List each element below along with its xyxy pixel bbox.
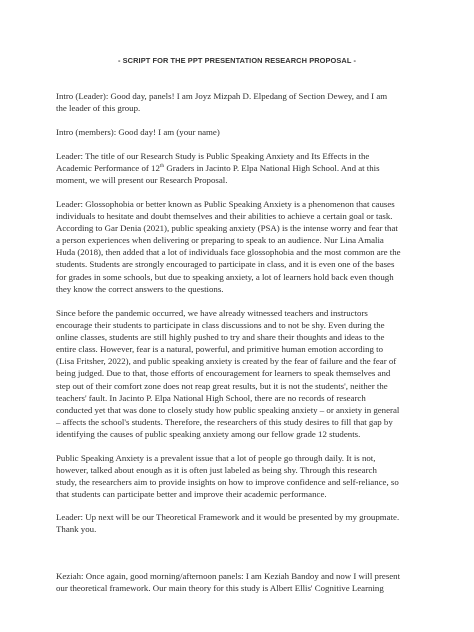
text-line: online classes, students are still highly pushed to try and share their thoughts and ideas to the [56, 332, 385, 343]
text-line: According to Gar Denia (2021), public speaking anxiety (PSA) is the intense worry and fear that [56, 223, 398, 234]
text-fragment: Graders in Jacinto P. Elpa National High School. And at this [166, 163, 380, 174]
text-line: encourage their students to participate in class discussions and to not be shy. Even during the [56, 320, 385, 331]
text-line: – affects the school's students. Therefore, the researchers of this study desires to fill that gap by [56, 416, 393, 427]
paragraph-research-title [56, 150, 418, 186]
text-line: entire class. However, fear is a natural, powerful, and primitive human emotion according to [56, 344, 383, 355]
text-line: Intro (Leader): Good day, panels! I am Joyz Mizpah D. Elpedang of Section Dewey, and I am [56, 91, 388, 101]
text-line: Intro (members): Good day! I am (your name) [56, 127, 220, 137]
text-line: however, talked about enough as it is often just labeled as being shy. Through this research [56, 465, 377, 476]
text-line: Huda (2018), then added that a lot of individuals face glossophobia and the most common are the [56, 247, 401, 258]
paragraph-pandemic [56, 307, 418, 440]
text-fragment: Academic Performance of 12 [56, 163, 160, 174]
paragraph-prevalent-issue [56, 452, 418, 500]
paragraph-intro-leader [56, 90, 418, 114]
text-line: Leader: Glossophobia or better known as Public Speaking Anxiety is a phenomenon that causes [56, 199, 395, 209]
text-line: step out of their comfort zone does not reap great results, but it is not the students', neither the [56, 380, 388, 391]
text-line: (Lisa Fritsher, 2022), and public speaking anxiety is created by the fear of failure and the fear of [56, 356, 397, 367]
text-line: students. Students are strongly encouraged to participate in class, and it is even one of the bases [56, 259, 395, 270]
text-line: Public Speaking Anxiety is a prevalent issue that a lot of people go through daily. It is not, [56, 453, 376, 463]
document-title: - SCRIPT FOR THE PPT PRESENTATION RESEARCH PROPOSAL - [117, 56, 357, 65]
text-line: Keziah: Once again, good morning/afternoon panels: I am Keziah Bandoy and now I will present [56, 571, 401, 581]
ordinal-superscript: th [159, 163, 165, 170]
text-line: study, the researchers aim to provide insights on how to improve confidence and self-reliance, so [56, 477, 399, 488]
text-line [56, 162, 418, 174]
text-line: Since before the pandemic occurred, we have already witnessed teachers and instructors [56, 308, 368, 318]
text-line: conducted yet that was done to closely study how public speaking anxiety – or anxiety in general [56, 404, 400, 415]
text-line: teachers' fault. In Jacinto P. Elpa National High School, there are no records of research [56, 392, 366, 403]
text-line: moment, we will present our Research Proposal. [56, 175, 228, 186]
paragraph-glossophobia [56, 198, 418, 295]
text-line: being judged. Due to that, those efforts of encouragement for learners to speak themselves and [56, 368, 391, 379]
text-line: the leader of this group. [56, 103, 141, 114]
text-line: Leader: Up next will be our Theoretical Framework and it would be presented by my groupmate. [56, 512, 400, 522]
text-line: that students can participate better and improve their academic performance. [56, 489, 327, 500]
text-line: for grades in some schools, but due to speaking anxiety, a lot of learners hold back even though [56, 271, 394, 282]
text-line: Leader: The title of our Research Study is Public Speaking Anxiety and Its Effects in the [56, 151, 370, 161]
text-line: individuals to hesitate and doubt themselves and their abilities to achieve a certain goal or task. [56, 211, 393, 222]
paragraph-up-next [56, 511, 418, 535]
text-line: a person experiences when delivering or preparing to speak to an audience. Nur Lina Amalia [56, 235, 384, 246]
text-line: Thank you. [56, 524, 97, 535]
text-line: our theoretical framework. Our main theory for this study is Albert Ellis' Cognitive Learning [56, 583, 384, 594]
text-line: they know the correct answers to the questions. [56, 283, 224, 294]
paragraph-keziah [56, 570, 418, 594]
text-line: identifying the causes of public speaking anxiety among our fellow grade 12 students. [56, 428, 361, 439]
paragraph-intro-members [56, 126, 418, 138]
